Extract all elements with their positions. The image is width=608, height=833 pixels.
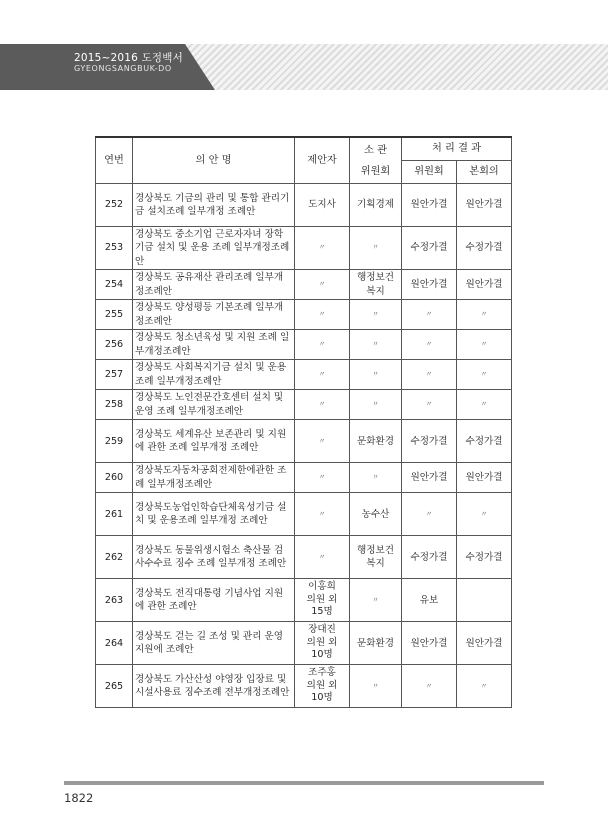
bill-name: 경상북도 기금의 관리 및 통합 관리기금 설치조례 일부개정 조례안 — [133, 184, 295, 227]
row-number: 263 — [96, 579, 133, 622]
bill-name: 경상북도 전직대통령 기념사업 지원에 관한 조례안 — [133, 579, 295, 622]
header-result-committee: 위원회 — [402, 161, 457, 184]
row-number: 260 — [96, 463, 133, 493]
book-subtitle: GYEONGSANGBUK-DO — [74, 64, 172, 73]
committee-result: 〃 — [402, 493, 457, 536]
row-number: 261 — [96, 493, 133, 536]
header-committee: 소 관 위원회 — [350, 137, 402, 184]
plenary-result: 수정가결 — [457, 420, 512, 463]
committee-result: 〃 — [402, 330, 457, 360]
footer-rule — [64, 781, 544, 785]
table-row — [96, 536, 512, 579]
header-result-plenary: 본회의 — [457, 161, 512, 184]
plenary-result: 〃 — [457, 390, 512, 420]
table-row — [96, 300, 512, 330]
proposer: 〃 — [295, 227, 350, 270]
plenary-result: 수정가결 — [457, 227, 512, 270]
bill-name: 경상북도 공유재산 관리조례 일부개정조례안 — [133, 270, 295, 300]
proposer: 〃 — [295, 390, 350, 420]
table-row — [96, 184, 512, 227]
table-row — [96, 622, 512, 665]
committee: 〃 — [350, 390, 402, 420]
proposer: 이홍희 의원 외 15명 — [295, 579, 350, 622]
committee-result: 〃 — [402, 360, 457, 390]
proposer: 〃 — [295, 536, 350, 579]
bill-name: 경상북도 양성평등 기본조례 일부개정조례안 — [133, 300, 295, 330]
committee-result: 원안가결 — [402, 622, 457, 665]
table-row — [96, 665, 512, 708]
table-row — [96, 493, 512, 536]
table-row — [96, 463, 512, 493]
proposer: 〃 — [295, 420, 350, 463]
bill-name: 경상북도 가산산성 야영장 입장료 및 시설사용료 징수조례 전부개정조례안 — [133, 665, 295, 708]
committee: 기획경제 — [350, 184, 402, 227]
committee-result: 수정가결 — [402, 536, 457, 579]
row-number: 254 — [96, 270, 133, 300]
table-row — [96, 360, 512, 390]
book-title: 2015~2016 도정백서 — [74, 52, 183, 64]
plenary-result: 〃 — [457, 665, 512, 708]
committee: 행정보건 복지 — [350, 536, 402, 579]
committee: 〃 — [350, 300, 402, 330]
committee: 〃 — [350, 665, 402, 708]
plenary-result: 〃 — [457, 330, 512, 360]
proposer: 〃 — [295, 270, 350, 300]
committee: 〃 — [350, 579, 402, 622]
bill-name: 경상북도 노인전문간호센터 설치 및 운영 조례 일부개정조례안 — [133, 390, 295, 420]
committee: 행정보건 복지 — [350, 270, 402, 300]
proposer: 조주홍 의원 외 10명 — [295, 665, 350, 708]
table-row — [96, 330, 512, 360]
bill-name: 경상북도 걷는 길 조성 및 관리 운영 지원에 조례안 — [133, 622, 295, 665]
committee-result: 원안가결 — [402, 184, 457, 227]
table-row — [96, 420, 512, 463]
row-number: 253 — [96, 227, 133, 270]
committee-result: 수정가결 — [402, 227, 457, 270]
proposer: 〃 — [295, 300, 350, 330]
committee: 〃 — [350, 360, 402, 390]
bill-name: 경상북도 세계유산 보존관리 및 지원에 관한 조례 일부개정 조례안 — [133, 420, 295, 463]
committee: 〃 — [350, 330, 402, 360]
row-number: 264 — [96, 622, 133, 665]
plenary-result: 원안가결 — [457, 622, 512, 665]
table-row — [96, 390, 512, 420]
plenary-result: 원안가결 — [457, 184, 512, 227]
bill-name: 경상북도 청소년육성 및 지원 조례 일부개정조례안 — [133, 330, 295, 360]
plenary-result: 원안가결 — [457, 270, 512, 300]
committee: 농수산 — [350, 493, 402, 536]
plenary-result: 〃 — [457, 360, 512, 390]
proposer: 〃 — [295, 493, 350, 536]
committee-result: 수정가결 — [402, 420, 457, 463]
committee: 〃 — [350, 227, 402, 270]
proposer: 〃 — [295, 360, 350, 390]
committee-result: 〃 — [402, 665, 457, 708]
committee: 문화환경 — [350, 420, 402, 463]
proposer: 〃 — [295, 463, 350, 493]
header-proposer: 제안자 — [295, 137, 350, 184]
table-row — [96, 579, 512, 622]
plenary-result — [457, 579, 512, 622]
header-result: 처 리 결 과 — [402, 137, 512, 161]
row-number: 259 — [96, 420, 133, 463]
header-name: 의 안 명 — [133, 137, 295, 184]
bill-name: 경상북도 중소기업 근로자자녀 장학기금 설치 및 운용 조례 일부개정조례안 — [133, 227, 295, 270]
table-row — [96, 270, 512, 300]
committee-result: 원안가결 — [402, 463, 457, 493]
plenary-result: 〃 — [457, 300, 512, 330]
committee-result: 원안가결 — [402, 270, 457, 300]
row-number: 256 — [96, 330, 133, 360]
committee: 〃 — [350, 463, 402, 493]
committee-result: 〃 — [402, 390, 457, 420]
bill-name: 경상북도 사회복지기금 설치 및 운용 조례 일부개정조례안 — [133, 360, 295, 390]
row-number: 265 — [96, 665, 133, 708]
proposer: 장대진 의원 외 10명 — [295, 622, 350, 665]
row-number: 255 — [96, 300, 133, 330]
page-number: 1822 — [64, 791, 94, 805]
table-row — [96, 227, 512, 270]
plenary-result: 수정가결 — [457, 536, 512, 579]
plenary-result: 〃 — [457, 493, 512, 536]
bill-name: 경상북도 동물위생시험소 축산물 검사수수료 징수 조례 일부개정 조례안 — [133, 536, 295, 579]
row-number: 258 — [96, 390, 133, 420]
header-no: 연번 — [96, 137, 133, 184]
plenary-result: 원안가결 — [457, 463, 512, 493]
proposer: 〃 — [295, 330, 350, 360]
bills-table — [95, 136, 512, 708]
committee-result: 〃 — [402, 300, 457, 330]
row-number: 252 — [96, 184, 133, 227]
row-number: 257 — [96, 360, 133, 390]
row-number: 262 — [96, 536, 133, 579]
committee: 문화환경 — [350, 622, 402, 665]
bill-name: 경상북도농업인학습단체육성기금 설치 및 운용조례 일부개정 조례안 — [133, 493, 295, 536]
committee-result: 유보 — [402, 579, 457, 622]
bill-name: 경상북도자동차공회전제한에관한 조례 일부개정조례안 — [133, 463, 295, 493]
proposer: 도지사 — [295, 184, 350, 227]
